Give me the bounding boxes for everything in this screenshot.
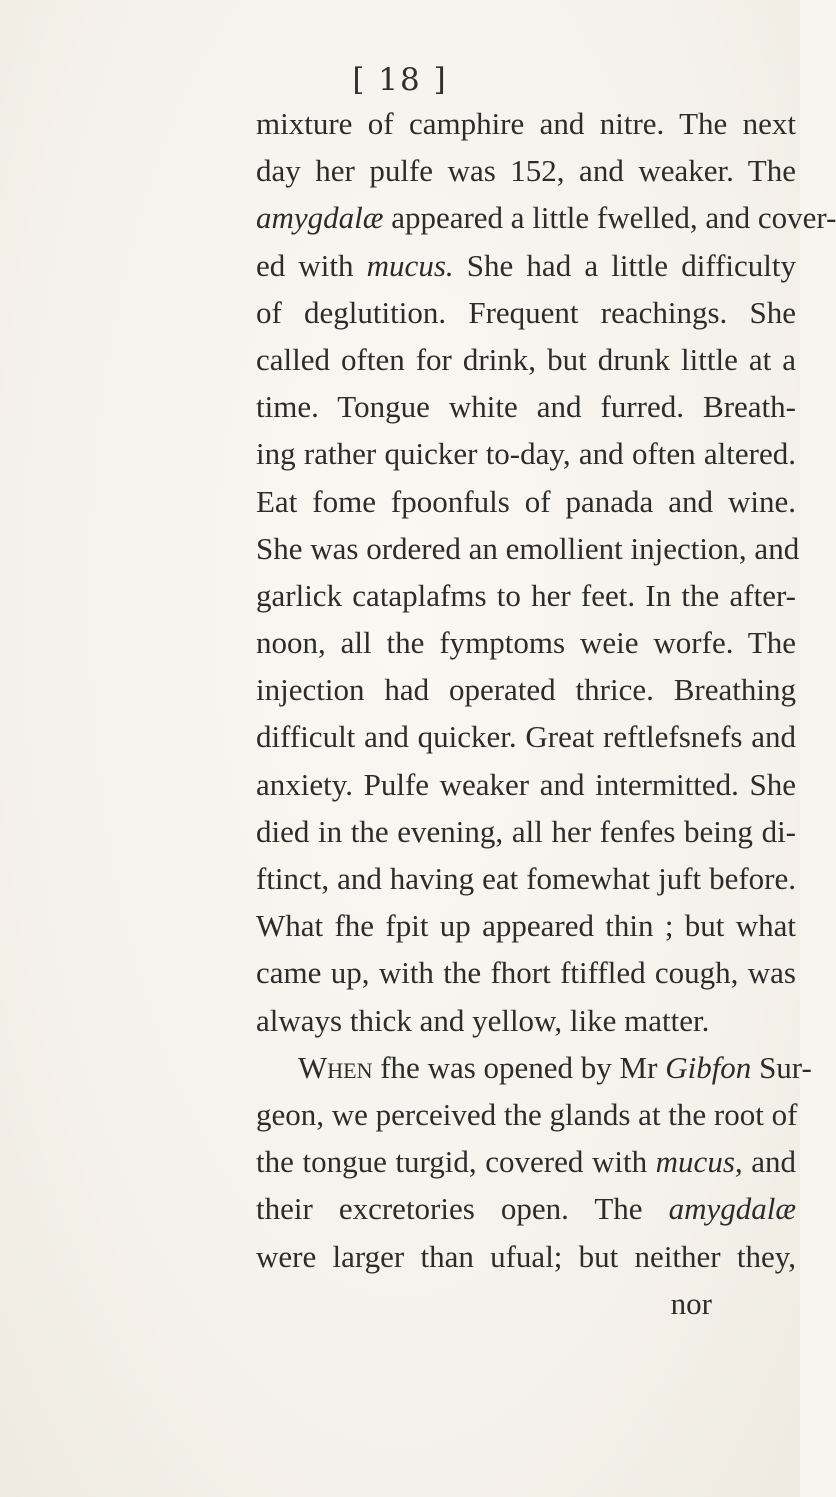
text-run: difficult and quicker. Great reftlefsnefs and [256,719,796,755]
text-run: died in the evening, all her fenfes being di- [256,813,796,849]
small-caps-text: When [298,1049,373,1085]
italic-text: amygdalæ [256,200,384,236]
text-run: of deglutition. Frequent reachings. She [256,294,796,330]
text-run: ed with [256,247,367,283]
text-line [256,478,796,525]
text-run: their excretories open. The [256,1191,669,1227]
text-line [256,336,796,383]
text-line [256,949,796,996]
text-line [256,1185,796,1232]
text-line [256,572,796,619]
text-run: and [742,1144,796,1180]
text-run: came up, with the fhort ftiffled cough, was [256,955,796,991]
text-run: time. Tongue white and furred. Breath- [256,389,796,425]
text-line [256,383,796,430]
text-line [256,713,796,760]
text-line [256,430,796,477]
text-run: called often for drink, but drunk little at a [256,341,796,377]
text-run: were larger than ufual; but neither they, [256,1238,796,1274]
text-line [256,147,796,194]
text-run: injection had operated thrice. Breathing [256,672,796,708]
text-line [256,194,836,241]
text-run: anxiety. Pulfe weaker and intermitted. She [256,766,796,802]
page-number: [ 18 ] [352,62,448,98]
text-line [256,761,796,808]
italic-text: mucus, [655,1144,743,1180]
text-run: always thick and yellow, like matter. [256,1002,710,1038]
text-run: appeared a little fwelled, and cover- [383,200,836,236]
text-line [256,289,796,336]
body-text [256,100,836,1327]
text-line [256,855,796,902]
text-line [256,902,796,949]
italic-text: amygdalæ [668,1191,796,1227]
text-run: garlick cataplafms to her feet. In the after- [256,577,796,613]
italic-text: mucus. [366,247,454,283]
text-line [256,1233,796,1280]
text-run: She had a little difficulty [453,247,797,283]
text-run: mixture of camphire and nitre. The next [256,106,796,141]
text-run: fhe was opened by Mr [372,1049,666,1085]
text-line [256,619,796,666]
text-line [256,242,796,289]
text-line [256,997,796,1044]
text-line [256,100,796,147]
text-run: She was ordered an emollient injection, and [256,530,800,566]
text-line [256,1091,796,1138]
text-line [256,1044,812,1091]
text-run: noon, all the fymptoms weie worfe. The [256,625,796,661]
text-run: the tongue turgid, covered with [256,1144,656,1180]
catchword: nor [670,1285,712,1321]
text-run: geon, we perceived the glands at the root of [256,1096,798,1132]
text-run: ftinct, and having eat fomewhat juft before. [256,861,796,896]
text-line [256,808,796,855]
text-run: Eat fome fpoonfuls of panada and wine. [256,483,796,519]
italic-text: Gibfon [665,1049,752,1085]
text-line [256,1138,796,1185]
text-run: ing rather quicker to-day, and often altered. [256,436,796,472]
text-run: day her pulfe was 152, and weaker. The [256,153,796,189]
text-run: What fhe fpit up appeared thin ; but what [256,908,796,944]
text-line [256,525,800,572]
text-run: Sur- [751,1049,812,1085]
text-line [256,666,796,713]
